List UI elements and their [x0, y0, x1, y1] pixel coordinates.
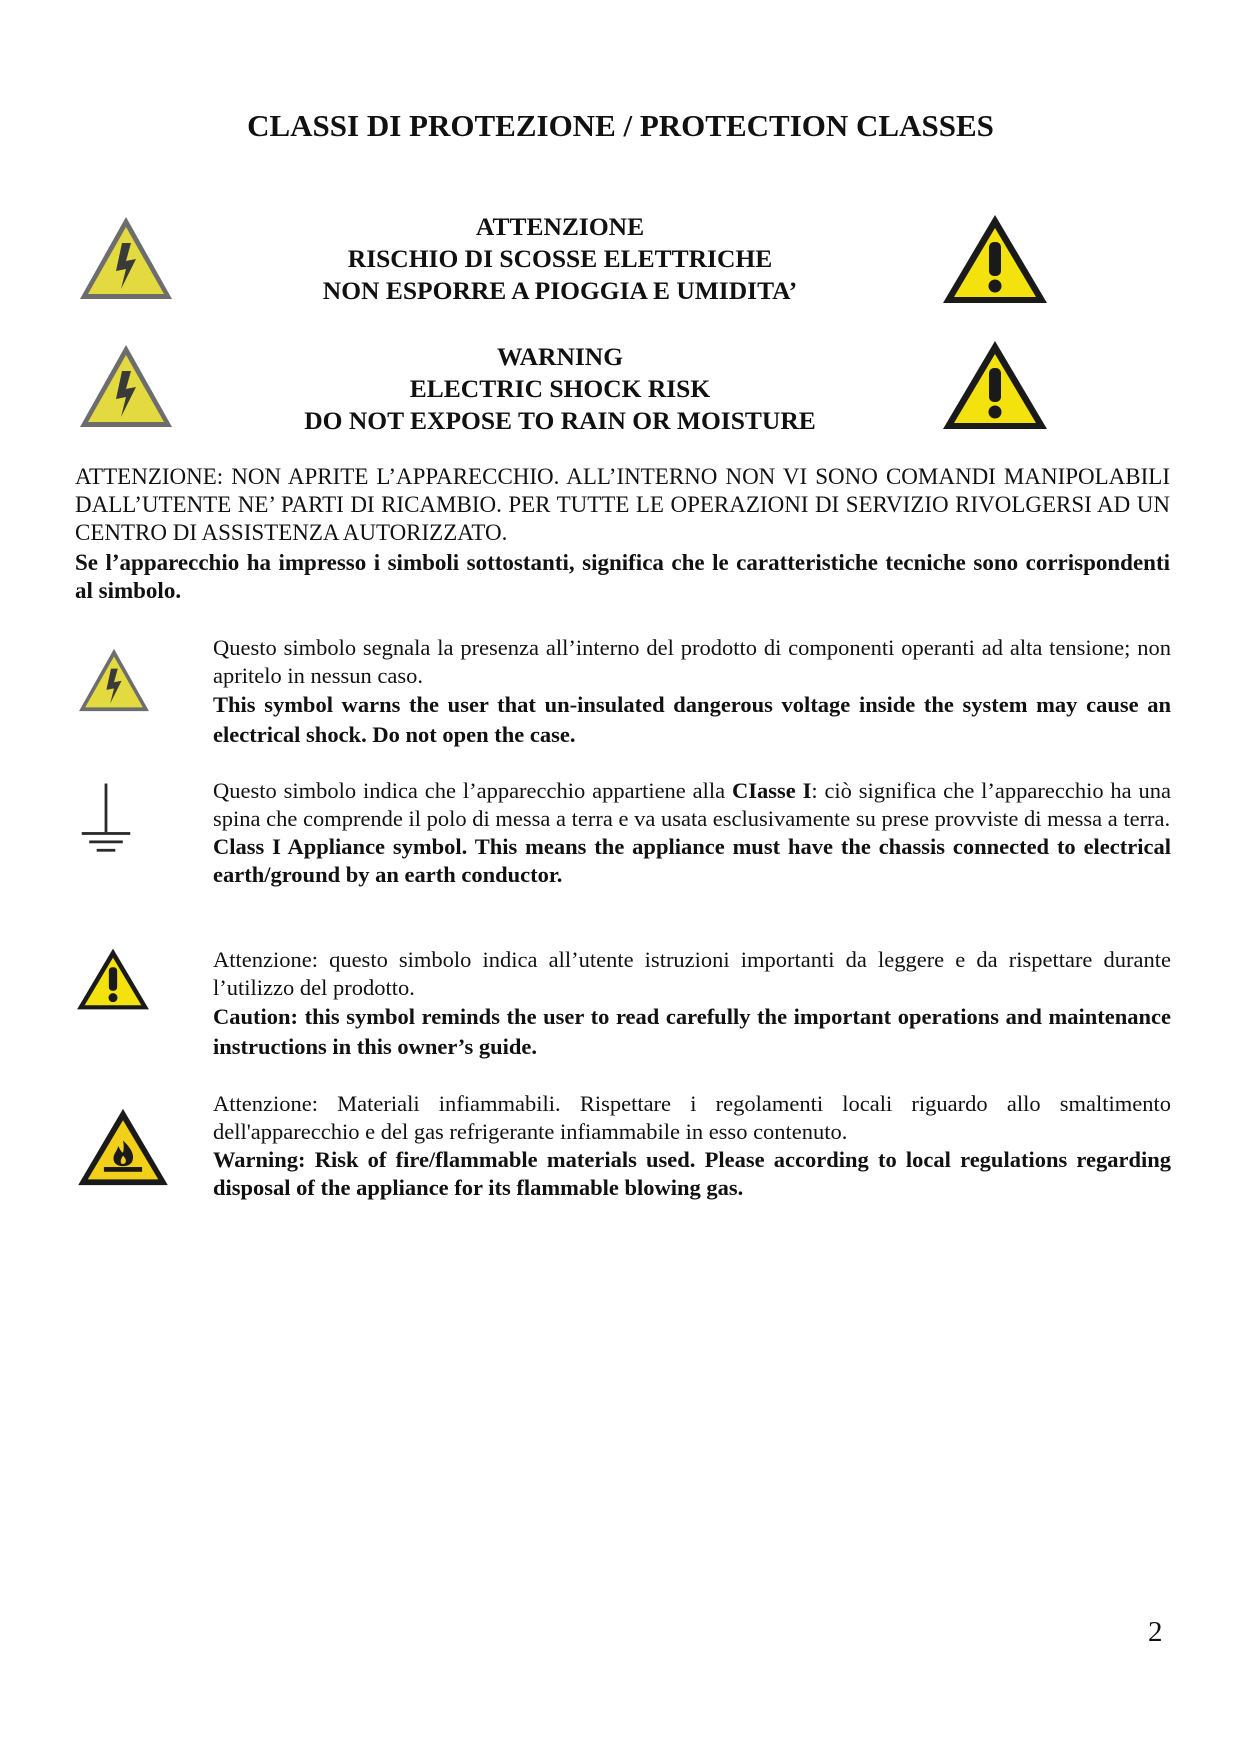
warning-block-it [230, 211, 890, 307]
symbol-description-ground [213, 777, 1171, 889]
page-number: 2 [1148, 1616, 1163, 1648]
notice-text: ATTENZIONE: NON APRITE L’APPARECCHIO. ALL’INTERNO NON VI SONO COMANDI MANIPOLABILI DALL’UTENTE NE’ PARTI DI RICAMBIO. PER TUTTE LE OPERAZIONI DI SERVIZIO RIVOLGERSI AD UN CENTRO DI ASSISTENZA AUTORIZZATO. [75, 464, 1170, 545]
symbol-voltage-en: This symbol warns the user that un-insulated dangerous voltage inside the system may cause an electrical shock. Do not open the case. [213, 692, 1171, 747]
high-voltage-icon [76, 644, 152, 716]
symbol-flammable-it: Attenzione: Materiali infiammabili. Rispettare i regolamenti locali riguardo allo smaltimento dell'apparecchio e del gas refrigerante infiammabile in esso contenuto. [213, 1091, 1171, 1144]
warning-block-en [230, 341, 890, 437]
warning-en-line3: DO NOT EXPOSE TO RAIN OR MOISTURE [304, 406, 816, 435]
warning-en-line1: WARNING [496, 342, 624, 371]
flammable-icon [75, 1106, 171, 1188]
symbol-ground-it-bold: CIasse I [731, 778, 812, 803]
high-voltage-icon [76, 213, 176, 303]
caution-exclamation-icon [940, 338, 1050, 432]
earth-ground-icon [78, 780, 134, 858]
symbol-ground-it-before: Questo simbolo indica che l’apparecchio appartiene alla [213, 778, 726, 803]
caution-exclamation-icon [940, 212, 1050, 306]
symbol-ground-en: Class I Appliance symbol. This means the appliance must have the chassis connected to electrical earth/ground by an earth conductor. [213, 834, 1171, 887]
warning-en-line2: ELECTRIC SHOCK RISK [409, 374, 711, 403]
notice-bold-text: Se l’apparecchio ha impresso i simboli sottostanti, significa che le caratteristiche tecniche sono corrispondenti al simbolo. [75, 550, 1170, 603]
warning-it-line1: ATTENZIONE [475, 212, 645, 241]
symbol-description-caution [213, 946, 1171, 1062]
symbol-flammable-en: Warning: Risk of fire/flammable materials used. Please according to local regulations regarding disposal of the appliance for its flammable blowing gas. [213, 1147, 1171, 1200]
symbol-ground-it-after: : ciò significa che l’apparecchio ha una spina che comprende il polo di messa a terra e va usata esclusivamente su prese provviste di messa a terra. [213, 778, 1172, 831]
symbol-description-flammable [213, 1090, 1171, 1202]
symbol-caution-en: Caution: this symbol reminds the user to read carefully the important operations and maintenance instructions in this owner’s guide. [213, 1004, 1171, 1059]
symbol-ground-it [213, 777, 1171, 833]
warning-it-line3: NON ESPORRE A PIOGGIA E UMIDITA’ [322, 276, 798, 305]
symbol-voltage-it: Questo simbolo segnala la presenza all’interno del prodotto di componenti operanti ad alta tensione; non apritelo in nessun caso. [213, 635, 1171, 688]
warning-it-line2: RISCHIO DI SCOSSE ELETTRICHE [347, 244, 773, 273]
symbol-description-voltage [213, 634, 1171, 750]
page-title: CLASSI DI PROTEZIONE / PROTECTION CLASSES [247, 108, 994, 143]
high-voltage-icon [76, 341, 176, 431]
symbol-caution-it: Attenzione: questo simbolo indica all’utente istruzioni importanti da leggere e da rispettare durante l’utilizzo del prodotto. [213, 947, 1171, 1000]
caution-exclamation-icon [75, 946, 151, 1012]
